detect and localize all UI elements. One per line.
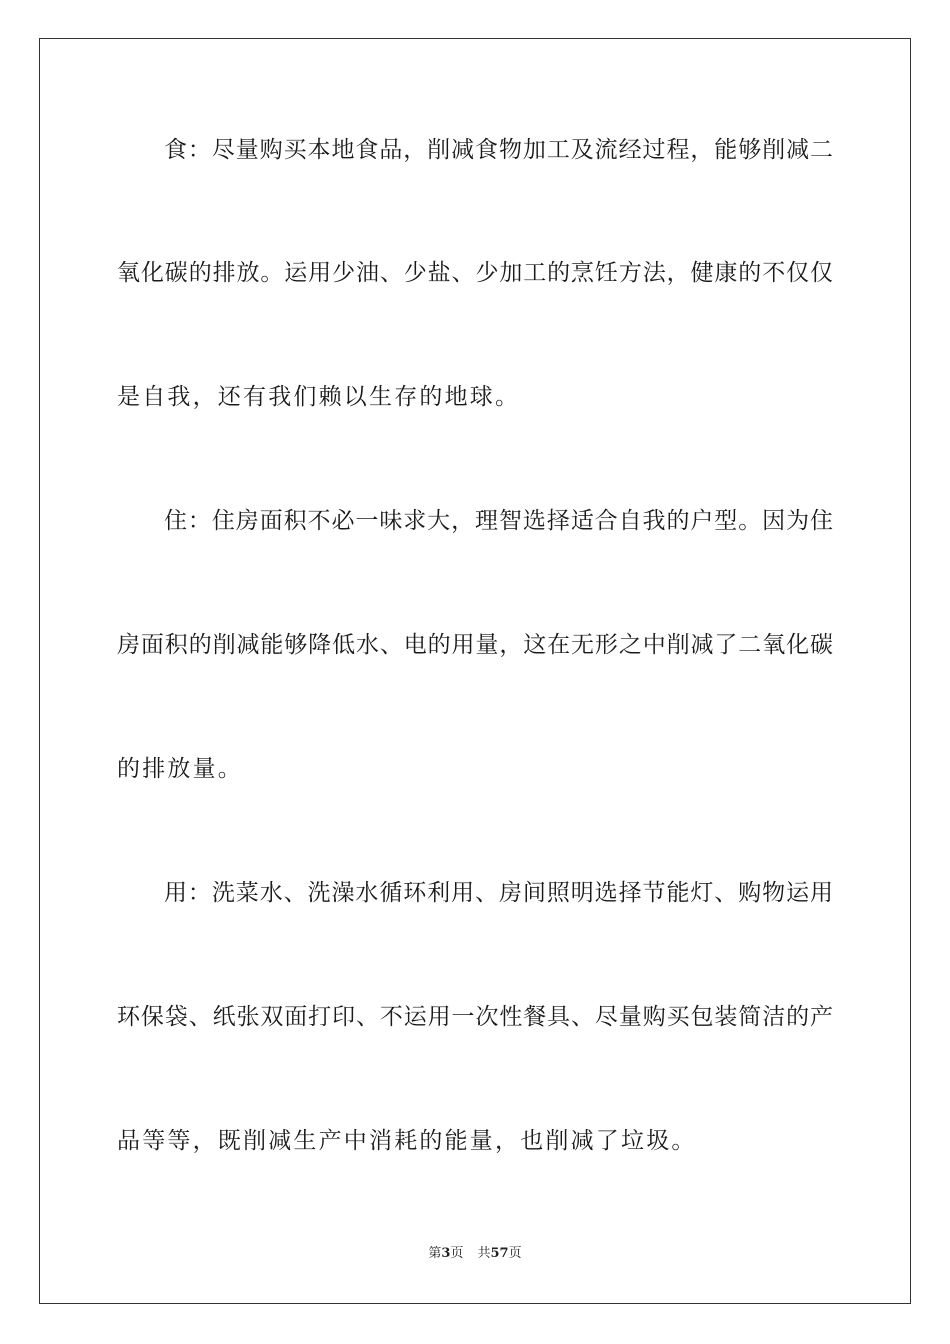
paragraph-housing-line-3: 的排放量。: [117, 756, 243, 782]
paragraph-food-line-1: 食：尽量购买本地食品，削减食物加工及流经过程，能够削减二: [164, 137, 833, 163]
paragraph-usage-line-3: 品等等，既削减生产中消耗的能量，也削减了垃圾。: [117, 1128, 697, 1154]
paragraph-food-line-2: 氧化碳的排放。运用少油、少盐、少加工的烹饪方法，健康的不仅仅: [117, 260, 833, 286]
page-footer: [0, 1245, 950, 1263]
total-pages: 57: [490, 1246, 509, 1261]
paragraph-housing-line-2: 房面积的削减能够降低水、电的用量，这在无形之中削减了二氧化碳: [117, 632, 833, 658]
total-suffix: 页: [508, 1246, 522, 1261]
page-number: 3: [441, 1246, 451, 1261]
paragraph-usage-line-2: 环保袋、纸张双面打印、不运用一次性餐具、尽量购买包装简洁的产: [117, 1004, 833, 1030]
total-prefix: 共: [477, 1246, 491, 1261]
page-prefix: 第: [428, 1246, 442, 1261]
page-suffix: 页: [450, 1246, 464, 1261]
paragraph-food-line-3: 是自我，还有我们赖以生存的地球。: [117, 384, 521, 410]
paragraph-housing-line-1: 住：住房面积不必一味求大，理智选择适合自我的户型。因为住: [164, 508, 833, 534]
page-border: [39, 38, 911, 1304]
paragraph-usage-line-1: 用：洗菜水、洗澡水循环利用、房间照明选择节能灯、购物运用: [164, 880, 833, 906]
